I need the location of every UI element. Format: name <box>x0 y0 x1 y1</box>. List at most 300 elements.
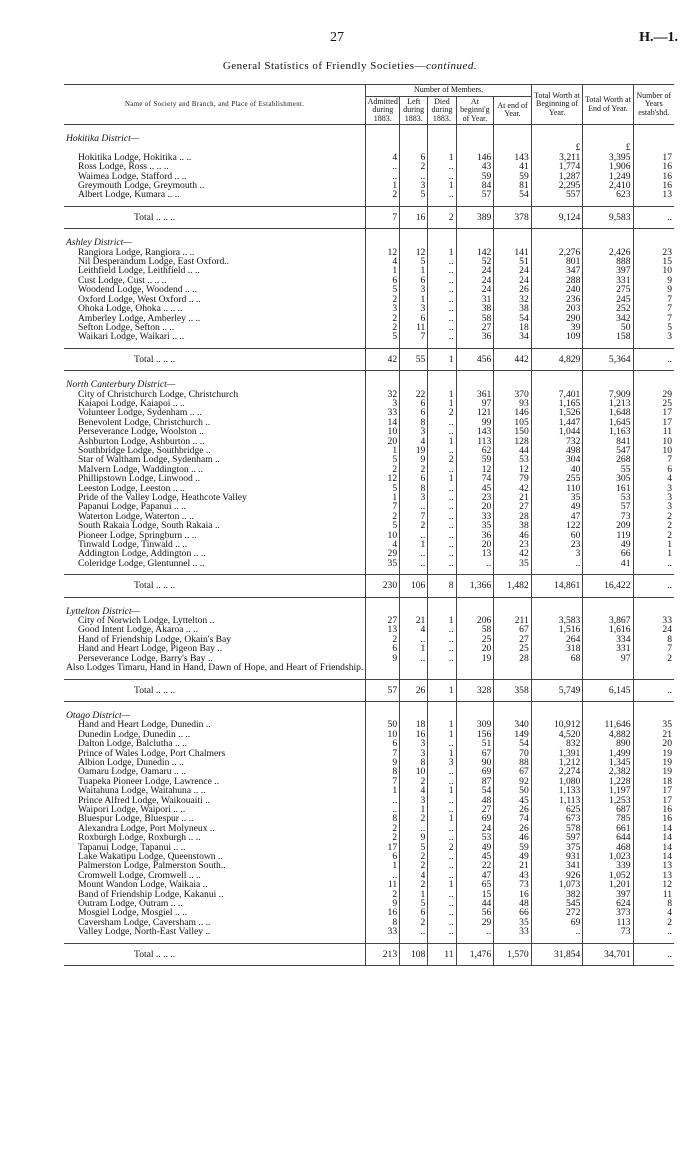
row-value: .. <box>456 927 494 936</box>
row-name: Good Intent Lodge, Akaroa .. .. <box>78 624 198 636</box>
row-value: 547 <box>583 446 633 455</box>
row-value: 2 <box>400 521 428 530</box>
row-value: 331 <box>583 276 633 285</box>
row-value: 19 <box>633 749 674 758</box>
row-value: .. <box>428 777 456 786</box>
row-value: 1,113 <box>531 796 583 805</box>
row-value: 18 <box>494 323 531 332</box>
row-value: 49 <box>494 852 531 861</box>
row-value: 1 <box>366 786 400 795</box>
row-value: 9,583 <box>583 206 633 228</box>
row-value: 49 <box>456 843 494 852</box>
row-value: 4 <box>400 871 428 880</box>
row-value: 5 <box>366 521 400 530</box>
row-value: 389 <box>456 206 494 228</box>
row-value: 2 <box>428 455 456 464</box>
row-value: 2 <box>633 521 674 530</box>
row-value <box>456 663 494 672</box>
row-value: 58 <box>456 314 494 323</box>
row-value: 17 <box>366 843 400 852</box>
row-value <box>633 701 674 720</box>
row-value: 18 <box>400 720 428 729</box>
row-value: 785 <box>583 814 633 823</box>
row-value: 41 <box>583 559 633 568</box>
row-value: 59 <box>494 172 531 181</box>
row-value <box>366 125 400 144</box>
row-value: 6 <box>400 908 428 917</box>
row-value: 10,912 <box>531 720 583 729</box>
row-name: South Rakaia Lodge, South Rakaia .. <box>78 520 220 532</box>
row-value: 20 <box>633 739 674 748</box>
row-value: .. <box>428 644 456 653</box>
row-name: Caversham Lodge, Caversham .. .. <box>78 916 211 928</box>
row-value: 1,391 <box>531 749 583 758</box>
row-value: 3,211 <box>531 153 583 162</box>
row-value: 268 <box>583 455 633 464</box>
row-value: 45 <box>456 484 494 493</box>
row-value: 4 <box>400 625 428 634</box>
row-value: 5 <box>366 484 400 493</box>
row-value: 318 <box>531 644 583 653</box>
row-value: .. <box>633 575 674 597</box>
row-value <box>366 229 400 248</box>
row-value: .. <box>428 767 456 776</box>
row-value: 74 <box>494 814 531 823</box>
row-value: 5 <box>400 899 428 908</box>
row-value: 1,287 <box>531 172 583 181</box>
row-value <box>400 125 428 144</box>
row-name: Perseverance Lodge, Barry's Bay .. <box>78 652 213 664</box>
row-value: 108 <box>400 943 428 965</box>
row-value: 1 <box>400 266 428 275</box>
row-value <box>400 597 428 616</box>
row-value: 3 <box>400 493 428 502</box>
row-value: 2 <box>366 890 400 899</box>
row-value: 15 <box>456 890 494 899</box>
row-value: 54 <box>494 314 531 323</box>
row-value: .. <box>428 918 456 927</box>
row-value: .. <box>428 871 456 880</box>
statistics-table <box>64 84 674 966</box>
row-name: Ashley District— <box>66 237 132 249</box>
row-value: 7 <box>633 304 674 313</box>
row-value: 8 <box>633 899 674 908</box>
row-value: 3 <box>531 549 583 558</box>
total-row <box>64 679 674 701</box>
row-value: .. <box>633 559 674 568</box>
row-value: 334 <box>583 635 633 644</box>
row-value: 156 <box>456 730 494 739</box>
row-value: 3 <box>400 427 428 436</box>
row-value <box>428 597 456 616</box>
row-value: 7,909 <box>583 390 633 399</box>
row-value: .. <box>428 852 456 861</box>
row-value: 70 <box>494 749 531 758</box>
row-value: 7 <box>400 332 428 341</box>
row-value: 1 <box>366 446 400 455</box>
row-name: Tuapeka Pioneer Lodge, Lawrence .. <box>78 775 220 787</box>
row-value: 21 <box>494 493 531 502</box>
row-value: 58 <box>456 625 494 634</box>
row-value: 14 <box>633 833 674 842</box>
row-value: 20 <box>366 437 400 446</box>
row-name: Nil Desperandum Lodge, East Oxford.. <box>78 256 230 268</box>
total-row <box>64 575 674 597</box>
row-value: .. <box>531 927 583 936</box>
row-value: .. <box>428 172 456 181</box>
row-value: 19 <box>633 767 674 776</box>
row-value: 397 <box>583 890 633 899</box>
row-value <box>633 663 674 672</box>
row-value: 143 <box>494 153 531 162</box>
row-value: 6 <box>400 153 428 162</box>
row-value: 88 <box>494 758 531 767</box>
row-name: Sefton Lodge, Sefton .. .. <box>78 321 175 333</box>
row-value: 4 <box>366 153 400 162</box>
row-value: 10 <box>633 446 674 455</box>
row-value: 31 <box>456 295 494 304</box>
row-value: 34,701 <box>583 943 633 965</box>
row-name: Mosgiel Lodge, Mosgiel .. .. <box>78 907 187 919</box>
row-value: 158 <box>583 332 633 341</box>
row-value: 2 <box>633 918 674 927</box>
row-value: 105 <box>494 418 531 427</box>
row-value: 22 <box>400 390 428 399</box>
row-value: .. <box>366 172 400 181</box>
row-value: 1,366 <box>456 575 494 597</box>
row-value: 16 <box>633 181 674 190</box>
row-value: £ <box>531 143 583 152</box>
row-value <box>366 597 400 616</box>
row-value: 57 <box>456 190 494 199</box>
row-value: 51 <box>456 739 494 748</box>
row-value: 304 <box>531 455 583 464</box>
row-value: 11 <box>428 943 456 965</box>
row-value: 1,044 <box>531 427 583 436</box>
row-value: 10 <box>366 730 400 739</box>
header-worth-beginning: Total Worth at Beginning of Year. <box>531 85 583 125</box>
row-value: .. <box>633 206 674 228</box>
row-value: 24 <box>456 824 494 833</box>
row-value: 2 <box>366 635 400 644</box>
row-value: 97 <box>583 654 633 663</box>
row-value: 1,526 <box>531 408 583 417</box>
row-value: 2 <box>366 314 400 323</box>
row-name: Dunedin Lodge, Dunedin .. .. <box>78 728 191 740</box>
row-value: 1,133 <box>531 786 583 795</box>
row-name: Cust Lodge, Cust .. .. .. <box>78 274 167 286</box>
row-value: 2,382 <box>583 767 633 776</box>
row-value: 1,201 <box>583 880 633 889</box>
row-value: 1 <box>633 540 674 549</box>
row-value: 149 <box>494 730 531 739</box>
row-value: .. <box>428 805 456 814</box>
row-value: 34 <box>494 332 531 341</box>
row-value: 28 <box>494 512 531 521</box>
row-value: 17 <box>633 418 674 427</box>
row-value: 31,854 <box>531 943 583 965</box>
row-value: 16 <box>366 908 400 917</box>
row-value: 3 <box>428 758 456 767</box>
row-value: 99 <box>456 418 494 427</box>
row-value: 1 <box>428 399 456 408</box>
row-value: 456 <box>456 348 494 370</box>
row-value: 27 <box>494 502 531 511</box>
row-value: 12 <box>494 465 531 474</box>
row-value: 7 <box>366 749 400 758</box>
row-value: 597 <box>531 833 583 842</box>
row-name: Southbridge Lodge, Southbridge .. <box>78 444 211 456</box>
row-value: 35 <box>366 559 400 568</box>
row-value: 2 <box>400 918 428 927</box>
row-value: 32 <box>494 295 531 304</box>
row-value: 442 <box>494 348 531 370</box>
row-value: 16 <box>400 206 428 228</box>
row-value: 161 <box>583 484 633 493</box>
row-value: 10 <box>633 437 674 446</box>
row-value: .. <box>428 739 456 748</box>
row-value: 10 <box>633 266 674 275</box>
row-name: Waipori Lodge, Waipori .. .. <box>78 803 186 815</box>
row-value: 48 <box>494 899 531 908</box>
row-name: Papanui Lodge, Papanui .. .. <box>78 501 186 513</box>
row-value: 10 <box>366 531 400 540</box>
row-value: 625 <box>531 805 583 814</box>
row-value: 38 <box>494 304 531 313</box>
row-value: 2 <box>366 833 400 842</box>
row-value: 2 <box>400 861 428 870</box>
row-value: 4,882 <box>583 730 633 739</box>
row-value: 38 <box>456 304 494 313</box>
row-value: .. <box>428 512 456 521</box>
row-value: 1,774 <box>531 162 583 171</box>
row-name: Ashburton Lodge, Ashburton .. .. <box>78 435 205 447</box>
row-value: 36 <box>456 531 494 540</box>
row-value: 1,645 <box>583 418 633 427</box>
also-note <box>64 663 674 672</box>
row-value: 12 <box>400 248 428 257</box>
row-value <box>494 371 531 390</box>
row-value: 42 <box>494 484 531 493</box>
row-value: 9 <box>400 833 428 842</box>
row-value: 27 <box>366 616 400 625</box>
row-value: 1 <box>400 295 428 304</box>
row-value: 50 <box>494 786 531 795</box>
row-value: 7 <box>400 512 428 521</box>
row-value: 16 <box>633 805 674 814</box>
row-value: 29 <box>366 549 400 558</box>
row-value: 3 <box>633 484 674 493</box>
row-value: 27 <box>456 805 494 814</box>
total-row <box>64 348 674 370</box>
row-value: 20 <box>456 502 494 511</box>
row-value: 110 <box>531 484 583 493</box>
row-value: 1,345 <box>583 758 633 767</box>
row-value: 62 <box>456 446 494 455</box>
row-value: 340 <box>494 720 531 729</box>
row-value: 92 <box>494 777 531 786</box>
row-value: 13 <box>456 549 494 558</box>
row-value: 2 <box>633 654 674 663</box>
row-value: .. <box>428 559 456 568</box>
row-value: .. <box>428 625 456 634</box>
row-value: 5 <box>366 332 400 341</box>
row-value <box>428 125 456 144</box>
row-value: 52 <box>456 257 494 266</box>
row-name: Band of Friendship Lodge, Kakanui .. <box>78 888 224 900</box>
row-value: .. <box>428 654 456 663</box>
row-value: 378 <box>494 206 531 228</box>
row-value: 498 <box>531 446 583 455</box>
row-value: .. <box>366 805 400 814</box>
row-value: 2 <box>366 512 400 521</box>
row-name: Total .. .. .. <box>64 575 366 597</box>
row-value: 309 <box>456 720 494 729</box>
header-at-end: At end of Year. <box>494 96 531 125</box>
row-value: 38 <box>494 521 531 530</box>
row-value: .. <box>366 796 400 805</box>
row-value <box>583 229 633 248</box>
row-value: 143 <box>456 427 494 436</box>
row-value: 8 <box>400 418 428 427</box>
row-value: 331 <box>583 644 633 653</box>
row-value: 28 <box>494 654 531 663</box>
row-value: 236 <box>531 295 583 304</box>
row-value: 1,023 <box>583 852 633 861</box>
row-value: .. <box>428 190 456 199</box>
row-value: 16 <box>633 162 674 171</box>
row-value: 42 <box>494 549 531 558</box>
row-value: .. <box>428 295 456 304</box>
row-value: 17 <box>633 408 674 417</box>
page-reference: H.—1. <box>639 30 678 45</box>
row-value <box>531 229 583 248</box>
row-value: 3,583 <box>531 616 583 625</box>
district-heading <box>64 125 674 144</box>
row-value: 5 <box>366 455 400 464</box>
row-value: 109 <box>531 332 583 341</box>
row-value: 545 <box>531 899 583 908</box>
row-value: .. <box>400 549 428 558</box>
row-value: 57 <box>366 679 400 701</box>
row-value: 4 <box>400 437 428 446</box>
row-value: 25 <box>456 635 494 644</box>
row-value: 1 <box>428 348 456 370</box>
row-name: Pride of the Valley Lodge, Heathcote Valley <box>78 492 247 503</box>
row-value: 59 <box>494 843 531 852</box>
row-value: 1 <box>633 549 674 558</box>
row-value: 23 <box>456 493 494 502</box>
row-value: 370 <box>494 390 531 399</box>
row-value: 1,163 <box>583 427 633 436</box>
row-value: 3 <box>366 304 400 313</box>
row-value: 7 <box>633 295 674 304</box>
row-value: 13 <box>633 190 674 199</box>
row-value: 60 <box>531 531 583 540</box>
row-value: 2 <box>366 465 400 474</box>
row-value: 2 <box>400 465 428 474</box>
row-value: 1,516 <box>531 625 583 634</box>
header-at-beginning: At beginni'g of Year. <box>456 96 494 125</box>
row-value: 26 <box>494 805 531 814</box>
row-value: 3 <box>400 739 428 748</box>
district-heading <box>64 371 674 390</box>
row-value: 57 <box>583 502 633 511</box>
row-value: 16 <box>633 172 674 181</box>
row-name: Pioneer Lodge, Springburn .. .. <box>78 529 197 541</box>
header-worth-end: Total Worth at End of Year. <box>583 85 633 125</box>
row-name: Lyttelton District— <box>66 605 141 617</box>
row-value: .. <box>428 323 456 332</box>
row-value: 7 <box>633 455 674 464</box>
row-value: 84 <box>456 181 494 190</box>
row-value: 2 <box>428 408 456 417</box>
row-value: 45 <box>494 796 531 805</box>
row-value: 6 <box>633 465 674 474</box>
row-name: Leeston Lodge, Leeston .. .. <box>78 482 185 494</box>
row-value: 90 <box>456 758 494 767</box>
row-name: Malvern Lodge, Waddington .. .. <box>78 463 204 475</box>
row-value: 8 <box>366 767 400 776</box>
row-value: 29 <box>633 390 674 399</box>
row-name: North Canterbury District— <box>66 379 176 391</box>
row-value: 106 <box>400 575 428 597</box>
row-value: 4 <box>633 474 674 483</box>
row-value: 10 <box>400 767 428 776</box>
row-value: 55 <box>400 348 428 370</box>
row-name: Prince Alfred Lodge, Waikouaiti .. <box>78 794 210 806</box>
row-value: 66 <box>583 549 633 558</box>
row-value <box>531 597 583 616</box>
row-value: .. <box>428 635 456 644</box>
row-name: Oamaru Lodge, Oamaru .. .. <box>78 766 186 778</box>
row-value: 9,124 <box>531 206 583 228</box>
row-value: 16,422 <box>583 575 633 597</box>
row-value: 26 <box>400 679 428 701</box>
row-value: .. <box>428 908 456 917</box>
row-name: Bluespur Lodge, Bluespur .. .. <box>78 813 194 825</box>
row-value: .. <box>428 427 456 436</box>
row-value: .. <box>428 861 456 870</box>
row-value: 59 <box>456 172 494 181</box>
row-value <box>428 663 456 672</box>
row-value: 46 <box>494 531 531 540</box>
row-value: 245 <box>583 295 633 304</box>
row-value: .. <box>428 833 456 842</box>
row-value: 3 <box>400 796 428 805</box>
row-value: 358 <box>494 679 531 701</box>
row-value: 2 <box>366 190 400 199</box>
row-value: 290 <box>531 314 583 323</box>
row-value: 43 <box>494 871 531 880</box>
row-value: 4,829 <box>531 348 583 370</box>
row-name: Total .. .. .. <box>64 943 366 965</box>
row-value: 1 <box>366 861 400 870</box>
row-value: 56 <box>456 908 494 917</box>
row-name: Cromwell Lodge, Cromwell .. .. <box>78 869 201 881</box>
row-value: 3 <box>633 332 674 341</box>
row-value: .. <box>428 899 456 908</box>
row-value: 17 <box>633 153 674 162</box>
row-value: 24 <box>633 625 674 634</box>
row-value: .. <box>633 348 674 370</box>
row-value: 19 <box>633 758 674 767</box>
row-value: 11 <box>366 880 400 889</box>
row-value: 1 <box>428 679 456 701</box>
district-heading <box>64 597 674 616</box>
row-value: 25 <box>494 644 531 653</box>
row-value: 24 <box>456 266 494 275</box>
